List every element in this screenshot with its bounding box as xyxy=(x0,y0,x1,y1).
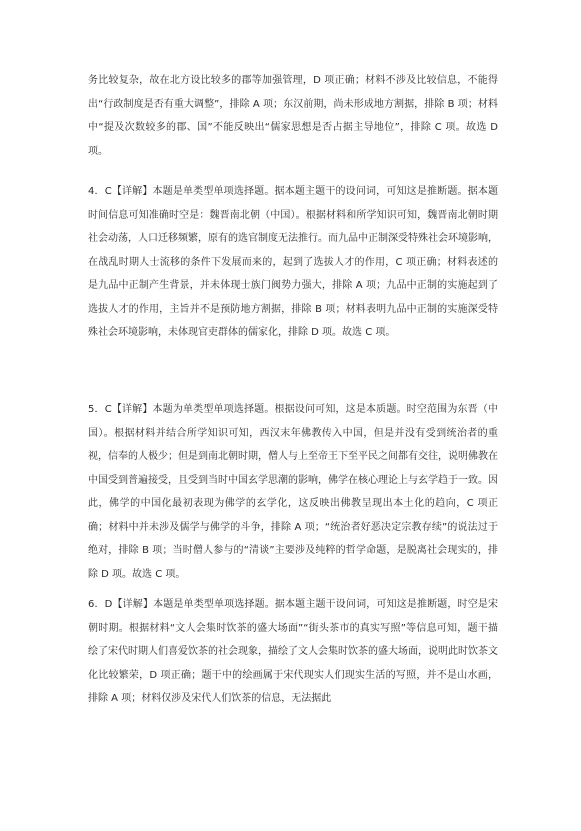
paragraph-answer-6: 6．D【详解】本题是单类型单项选择题。据本题主题干设问词，可知这是推断题，时空是宋朝时期。根据材料“文人会集时饮茶的盛大场面”“街头茶市的真实写照”等信息可知，题干描绘了宋代时期人们喜爱饮茶的社会现象，描绘了文人会集时饮茶的盛大场面，说明此时饮茶文化比较繁荣，D 项正确；题干中的绘画属于宋代现实人们现实生活的写照，并不是山水画，排除 A 项；材料仅涉及宋代人们饮茶的信息，无法据此 xyxy=(88,599,498,704)
paragraph-answer-3-continuation: 务比较复杂，故在北方设比较多的郡等加强管理，D 项正确；材料不涉及比较信息，不能得出“行政制度是否有重大调整”，排除 A 项；东汉前期，尚未形成地方割据，排除 B 项；材料中“提及次数较多的郡、国”不能反映出“儒家思想是否占据主导地位”，排除 C 项。故选 D 项。 xyxy=(88,75,498,157)
paragraph-answer-4: 4．C【详解】本题是单类型单项选择题。据本题主题干的设问词，可知这是推断题。据本题时间信息可知准确时空是：魏晋南北朝（中国）。根据材料和所学知识可知，魏晋南北朝时期社会动荡，人口迁移频繁，原有的选官制度无法推行。而九品中正制深受特殊社会环境影响，在战乱时期人士流移的条件下发展而来的，起到了选拔人才的作用，C 项正确；材料表述的是九品中正制产生背景，并未体现士族门阀势力强大，排除 A 项；九品中正制的实施起到了选拔人才的作用，主旨并不是预防地方割据，排除 B 项；材料表明九品中正制的实施深受特殊社会环境影响，未体现官吏群体的儒家化，排除 D 项。故选 C 项。 xyxy=(88,186,498,338)
paragraph-answer-5: 5．C【详解】本题为单类型单项选择题。根据设问可知，这是本质题。时空范围为东晋（中国）。根据材料并结合所学知识可知，西汉末年佛教传入中国，但是并没有受到统治者的重视，信奉的人极少；但是到南北朝时期，僧人与上至帝王下至平民之间都有交往，说明佛教在中国受到普遍接受，且受到当时中国玄学思潮的影响，佛学在核心理论上与玄学趋于一致。因此，佛学的中国化最初表现为佛学的玄学化，这反映出佛教呈现出本土化的趋向，C 项正确；材料中并未涉及儒学与佛学的斗争，排除 A 项；“统治者好恶决定宗教存续”的说法过于绝对，排除 B 项；当时僧人参与的“清谈”主要涉及纯粹的哲学命题，是脱离社会现实的，排除 D 项。故选 C 项。 xyxy=(88,404,498,580)
